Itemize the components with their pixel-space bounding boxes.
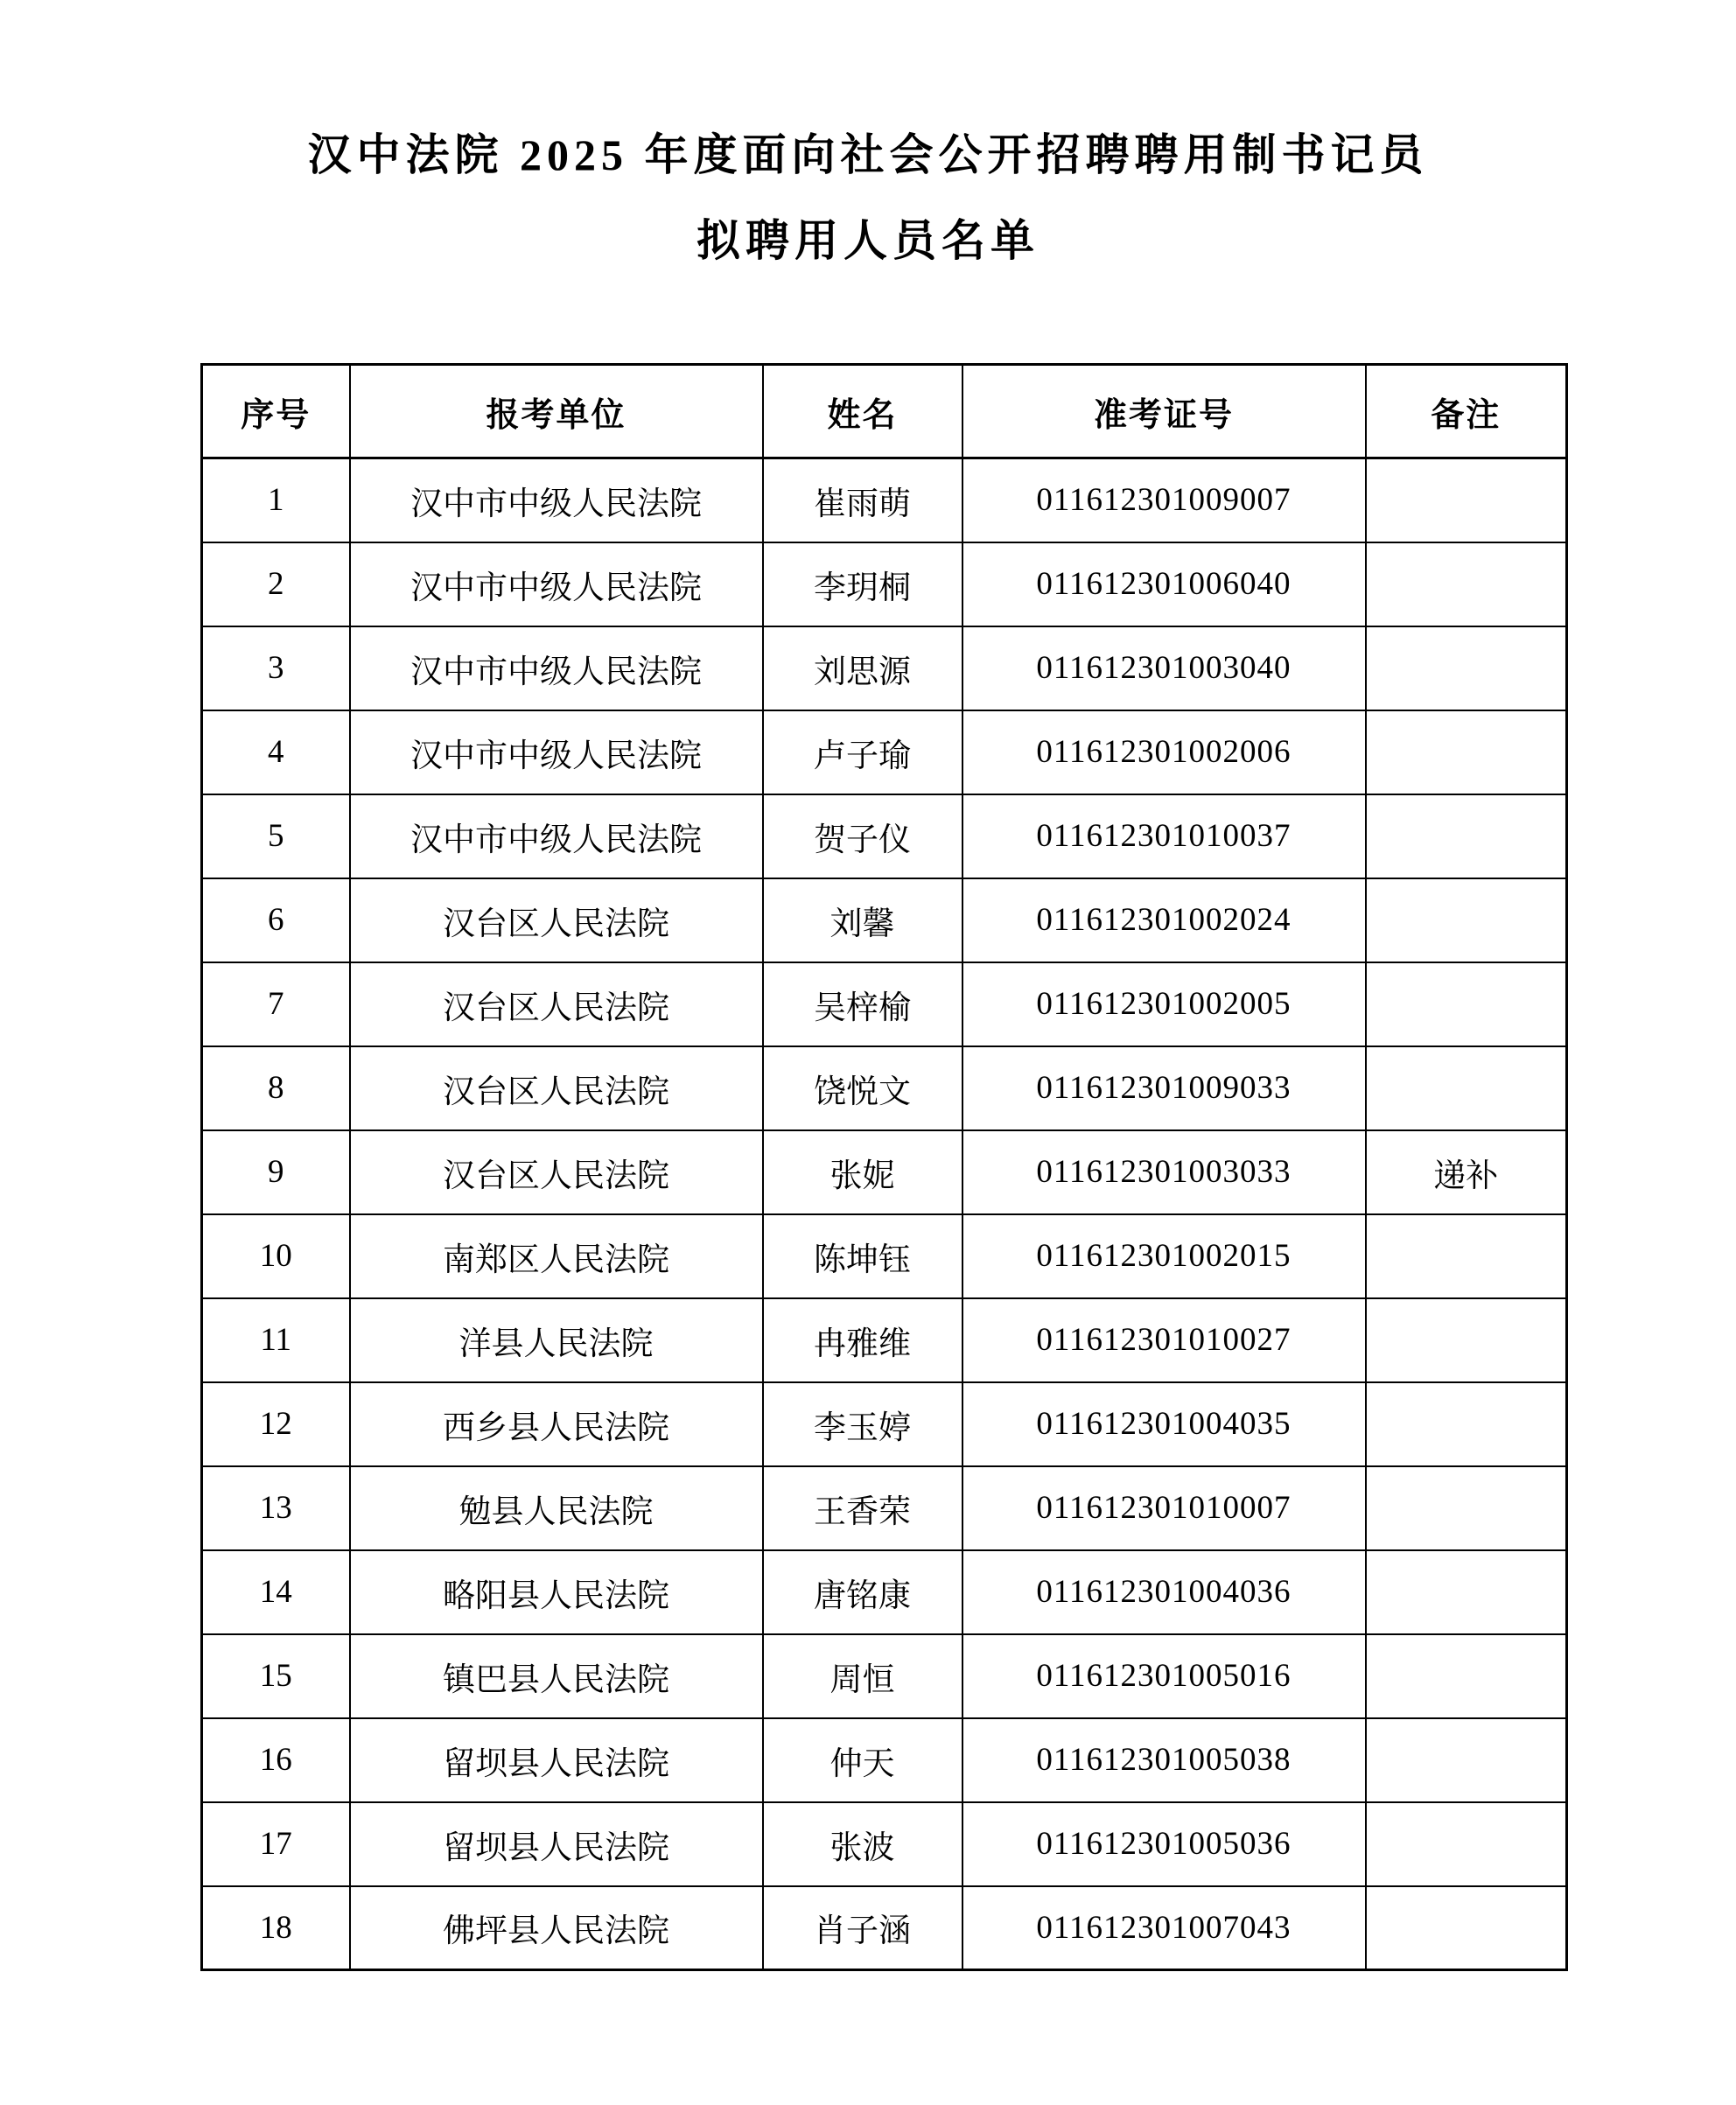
ticket-cell: 011612301004035 [962, 1382, 1366, 1466]
name-cell: 仲天 [763, 1718, 962, 1802]
name-cell: 王香荣 [763, 1466, 962, 1550]
remark-cell [1366, 1634, 1567, 1718]
unit-cell: 洋县人民法院 [350, 1298, 763, 1382]
remark-cell [1366, 1886, 1567, 1970]
header-ticket-number: 准考证号 [962, 365, 1366, 458]
table-row [202, 794, 1567, 878]
remark-cell [1366, 1046, 1567, 1130]
row-number-cell: 1 [202, 458, 350, 542]
table-row [202, 710, 1567, 794]
unit-cell: 汉台区人民法院 [350, 1046, 763, 1130]
row-number-cell: 2 [202, 542, 350, 626]
table-row [202, 542, 1567, 626]
header-seq-number: 序号 [202, 365, 350, 458]
unit-cell: 留坝县人民法院 [350, 1802, 763, 1886]
unit-cell: 留坝县人民法院 [350, 1718, 763, 1802]
row-number-cell: 16 [202, 1718, 350, 1802]
table-row [202, 1298, 1567, 1382]
ticket-cell: 011612301010027 [962, 1298, 1366, 1382]
unit-cell: 汉中市中级人民法院 [350, 542, 763, 626]
remark-cell [1366, 542, 1567, 626]
ticket-cell: 011612301005016 [962, 1634, 1366, 1718]
remark-cell [1366, 1718, 1567, 1802]
ticket-cell: 011612301009033 [962, 1046, 1366, 1130]
table-row [202, 1550, 1567, 1634]
table-row [202, 626, 1567, 710]
name-cell: 刘馨 [763, 878, 962, 962]
table-row [202, 962, 1567, 1046]
remark-cell [1366, 1466, 1567, 1550]
row-number-cell: 9 [202, 1130, 350, 1214]
table-row [202, 1046, 1567, 1130]
row-number-cell: 7 [202, 962, 350, 1046]
ticket-cell: 011612301006040 [962, 542, 1366, 626]
unit-cell: 汉中市中级人民法院 [350, 458, 763, 542]
ticket-cell: 011612301010037 [962, 794, 1366, 878]
ticket-cell: 011612301005038 [962, 1718, 1366, 1802]
name-cell: 李玥桐 [763, 542, 962, 626]
name-cell: 陈坤钰 [763, 1214, 962, 1298]
unit-cell: 佛坪县人民法院 [350, 1886, 763, 1970]
row-number-cell: 4 [202, 710, 350, 794]
unit-cell: 南郑区人民法院 [350, 1214, 763, 1298]
ticket-cell: 011612301010007 [962, 1466, 1366, 1550]
remark-cell [1366, 1382, 1567, 1466]
unit-cell: 汉台区人民法院 [350, 1130, 763, 1214]
unit-cell: 镇巴县人民法院 [350, 1634, 763, 1718]
table-row [202, 1466, 1567, 1550]
row-number-cell: 18 [202, 1886, 350, 1970]
ticket-cell: 011612301002015 [962, 1214, 1366, 1298]
ticket-cell: 011612301002024 [962, 878, 1366, 962]
table-row [202, 458, 1567, 542]
row-number-cell: 8 [202, 1046, 350, 1130]
name-cell: 李玉婷 [763, 1382, 962, 1466]
row-number-cell: 6 [202, 878, 350, 962]
table-row [202, 1886, 1567, 1970]
name-cell: 唐铭康 [763, 1550, 962, 1634]
table-row [202, 878, 1567, 962]
remark-cell [1366, 458, 1567, 542]
row-number-cell: 10 [202, 1214, 350, 1298]
table-row [202, 1718, 1567, 1802]
header-unit: 报考单位 [350, 365, 763, 458]
row-number-cell: 15 [202, 1634, 350, 1718]
remark-cell [1366, 794, 1567, 878]
remark-cell: 递补 [1366, 1130, 1567, 1214]
name-cell: 崔雨萌 [763, 458, 962, 542]
remark-cell [1366, 962, 1567, 1046]
name-cell: 卢子瑜 [763, 710, 962, 794]
name-cell: 张波 [763, 1802, 962, 1886]
row-number-cell: 13 [202, 1466, 350, 1550]
table-row [202, 1130, 1567, 1214]
name-cell: 周恒 [763, 1634, 962, 1718]
hire-roster-table [200, 363, 1568, 1971]
ticket-cell: 011612301002005 [962, 962, 1366, 1046]
remark-cell [1366, 1214, 1567, 1298]
table-row [202, 1634, 1567, 1718]
remark-cell [1366, 1550, 1567, 1634]
ticket-cell: 011612301003033 [962, 1130, 1366, 1214]
header-name: 姓名 [763, 365, 962, 458]
ticket-cell: 011612301003040 [962, 626, 1366, 710]
remark-cell [1366, 710, 1567, 794]
row-number-cell: 14 [202, 1550, 350, 1634]
name-cell: 饶悦文 [763, 1046, 962, 1130]
remark-cell [1366, 878, 1567, 962]
unit-cell: 汉中市中级人民法院 [350, 626, 763, 710]
row-number-cell: 3 [202, 626, 350, 710]
unit-cell: 汉台区人民法院 [350, 878, 763, 962]
row-number-cell: 5 [202, 794, 350, 878]
unit-cell: 汉中市中级人民法院 [350, 710, 763, 794]
page-title: 汉中法院 2025 年度面向社会公开招聘聘用制书记员 [307, 130, 1429, 179]
row-number-cell: 11 [202, 1298, 350, 1382]
ticket-cell: 011612301004036 [962, 1550, 1366, 1634]
table-header-row [202, 365, 1567, 458]
table-row [202, 1214, 1567, 1298]
ticket-cell: 011612301002006 [962, 710, 1366, 794]
unit-cell: 略阳县人民法院 [350, 1550, 763, 1634]
row-number-cell: 17 [202, 1802, 350, 1886]
remark-cell [1366, 626, 1567, 710]
table-row [202, 1802, 1567, 1886]
name-cell: 冉雅维 [763, 1298, 962, 1382]
remark-cell [1366, 1802, 1567, 1886]
unit-cell: 西乡县人民法院 [350, 1382, 763, 1466]
remark-cell [1366, 1298, 1567, 1382]
name-cell: 吴梓榆 [763, 962, 962, 1046]
ticket-cell: 011612301005036 [962, 1802, 1366, 1886]
name-cell: 肖子涵 [763, 1886, 962, 1970]
unit-cell: 汉中市中级人民法院 [350, 794, 763, 878]
ticket-cell: 011612301009007 [962, 458, 1366, 542]
name-cell: 刘思源 [763, 626, 962, 710]
name-cell: 张妮 [763, 1130, 962, 1214]
page-subtitle: 拟聘用人员名单 [696, 216, 1040, 265]
table-row [202, 1382, 1567, 1466]
ticket-cell: 011612301007043 [962, 1886, 1366, 1970]
name-cell: 贺子仪 [763, 794, 962, 878]
unit-cell: 汉台区人民法院 [350, 962, 763, 1046]
row-number-cell: 12 [202, 1382, 350, 1466]
header-remark: 备注 [1366, 365, 1567, 458]
unit-cell: 勉县人民法院 [350, 1466, 763, 1550]
